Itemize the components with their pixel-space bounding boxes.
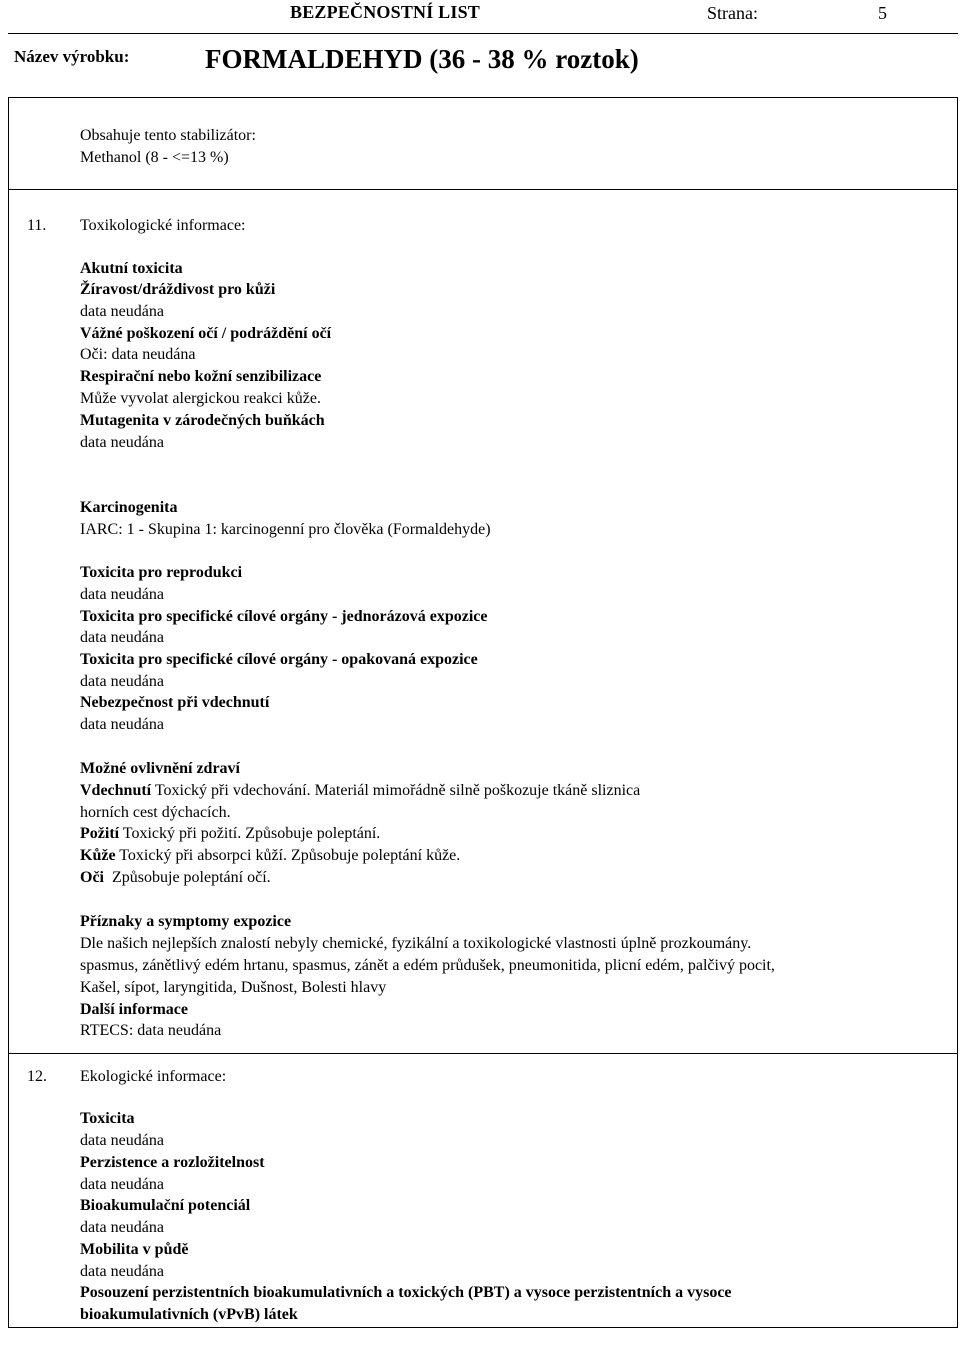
pbt-heading-line-1: Posouzení perzistentních bioakumulativních a toxických (PBT) a vysoce perzistentních a vysoce (80, 1284, 732, 1301)
rtecs-value: RTECS: data neudána (80, 1022, 222, 1039)
skin-corrosion-heading: Žíravost/dráždivost pro kůži (80, 281, 276, 298)
header-divider (8, 33, 958, 34)
product-label: Název výrobku: (14, 47, 130, 66)
soil-mobility-heading: Mobilita v půdě (80, 1241, 189, 1258)
ingestion-text: Toxický při požití. Způsobuje poleptání. (119, 825, 381, 842)
section-divider (8, 189, 958, 190)
stabilizer-value: Methanol (8 - <=13 %) (80, 149, 229, 166)
eye-effects-label: Oči (80, 869, 104, 886)
symptoms-line-1: Dle našich nejlepších znalostí nebyly chemické, fyzikální a toxikologické vlastnosti úplně prozkoumány. (80, 935, 752, 952)
skin-effects-text: Toxický při absorpci kůží. Způsobuje poleptání kůže. (115, 847, 461, 864)
inhalation-text-continued: horních cest dýchacích. (80, 804, 231, 821)
right-border (957, 97, 958, 1327)
aspiration-value: data neudána (80, 716, 164, 733)
section-divider (8, 1053, 958, 1054)
aspiration-heading: Nebezpečnost při vdechnutí (80, 694, 270, 711)
eye-damage-heading: Vážné poškození očí / podráždění očí (80, 325, 332, 342)
reproductive-toxicity-heading: Toxicita pro reprodukci (80, 564, 243, 581)
reproductive-toxicity-value: data neudána (80, 586, 164, 603)
section-12-title: Ekologické informace: (80, 1068, 227, 1085)
page-number: 5 (878, 3, 887, 23)
inhalation-text: Toxický při vdechování. Materiál mimořádně silně poškozuje tkáně sliznica (151, 782, 641, 799)
carcinogenicity-value: IARC: 1 - Skupina 1: karcinogenní pro člověka (Formaldehyde) (80, 521, 491, 538)
page-label: Strana: (707, 3, 758, 23)
inhalation-label: Vdechnutí (80, 782, 152, 799)
section-11-number: 11. (27, 217, 47, 234)
symptoms-heading: Příznaky a symptomy expozice (80, 913, 292, 930)
product-name: FORMALDEHYD (36 - 38 % roztok) (205, 44, 639, 74)
carcinogenicity-heading: Karcinogenita (80, 499, 178, 516)
other-information-heading: Další informace (80, 1001, 188, 1018)
mutagenicity-heading: Mutagenita v zárodečných buňkách (80, 412, 325, 429)
eye-effects-line (80, 868, 271, 888)
pbt-heading-line-2: bioakumulativních (vPvB) látek (80, 1306, 298, 1323)
persistence-value: data neudána (80, 1176, 164, 1193)
section-12-number: 12. (27, 1068, 47, 1085)
section-11-title: Toxikologické informace: (80, 217, 246, 234)
acute-toxicity-heading: Akutní toxicita (80, 260, 183, 277)
eye-effects-text: Způsobuje poleptání očí. (104, 869, 271, 886)
ingestion-line (80, 824, 380, 844)
page-bottom-divider (8, 1327, 958, 1328)
soil-mobility-value: data neudána (80, 1263, 164, 1280)
skin-effects-line (80, 846, 460, 866)
eco-toxicity-heading: Toxicita (80, 1110, 135, 1127)
health-effects-heading: Možné ovlivnění zdraví (80, 760, 240, 777)
stot-single-value: data neudána (80, 629, 164, 646)
product-divider (8, 97, 958, 98)
sensitization-heading: Respirační nebo kožní senzibilizace (80, 368, 322, 385)
stot-repeated-value: data neudána (80, 673, 164, 690)
skin-corrosion-value: data neudána (80, 303, 164, 320)
left-border (8, 97, 9, 1327)
symptoms-line-2: spasmus, zánětlivý edém hrtanu, spasmus, zánět a edém průdušek, pneumonitida, plicní edém, palčivý pocit, (80, 957, 775, 974)
document-title: BEZPEČNOSTNÍ LIST (290, 2, 480, 22)
stot-single-heading: Toxicita pro specifické cílové orgány - jednorázová expozice (80, 608, 488, 625)
bioaccumulation-value: data neudána (80, 1219, 164, 1236)
stot-repeated-heading: Toxicita pro specifické cílové orgány - opakovaná expozice (80, 651, 478, 668)
sensitization-value: Může vyvolat alergickou reakci kůže. (80, 390, 321, 407)
stabilizer-label: Obsahuje tento stabilizátor: (80, 127, 256, 144)
eye-damage-value: Oči: data neudána (80, 346, 196, 363)
eco-toxicity-value: data neudána (80, 1132, 164, 1149)
persistence-heading: Perzistence a rozložitelnost (80, 1154, 265, 1171)
inhalation-line (80, 781, 640, 801)
skin-effects-label: Kůže (80, 847, 116, 864)
bioaccumulation-heading: Bioakumulační potenciál (80, 1197, 251, 1214)
ingestion-label: Požití (80, 825, 120, 842)
mutagenicity-value: data neudána (80, 434, 164, 451)
symptoms-line-3: Kašel, sípot, laryngitida, Dušnost, Bolesti hlavy (80, 979, 387, 996)
